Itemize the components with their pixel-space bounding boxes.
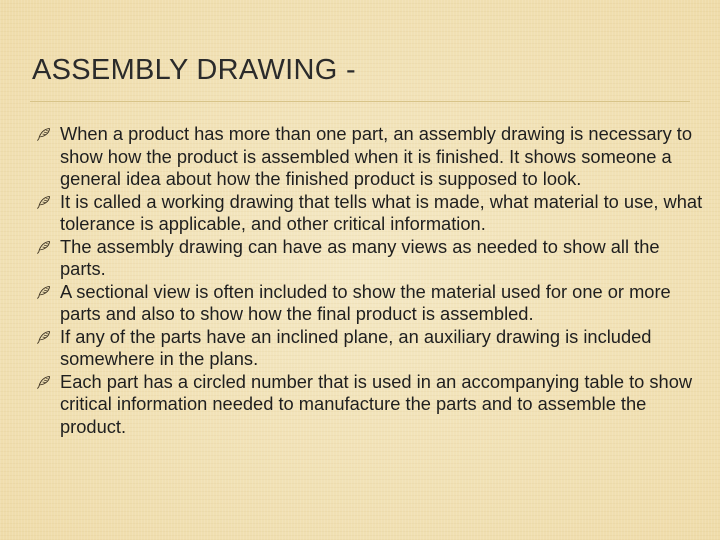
bullet-item [36, 281, 708, 326]
bullet-text: It is called a working drawing that tells what is made, what material to use, what tolerance is applicable, and other critical information. [60, 190, 703, 234]
bullet-item [36, 236, 708, 281]
feather-quill-icon [36, 240, 51, 255]
bullet-text: A sectional view is often included to show the material used for one or more parts and also to show how the final product is assembled. [60, 280, 671, 324]
bullet-item [36, 123, 708, 191]
bullet-item [36, 371, 708, 439]
feather-quill-icon [36, 330, 51, 345]
bullet-item [36, 326, 708, 371]
bullet-text: The assembly drawing can have as many views as needed to show all the parts. [60, 235, 660, 279]
feather-quill-icon [36, 375, 51, 390]
feather-quill-icon [36, 285, 51, 300]
bullet-list [36, 123, 708, 438]
bullet-text: If any of the parts have an inclined plane, an auxiliary drawing is included somewhere in the plans. [60, 325, 652, 369]
title-divider [30, 101, 690, 102]
feather-quill-icon [36, 127, 51, 142]
feather-quill-icon [36, 195, 51, 210]
bullet-text: Each part has a circled number that is used in an accompanying table to show critical information needed to manufacture the parts and to assemble the product. [60, 370, 693, 437]
slide-title: ASSEMBLY DRAWING - [32, 54, 356, 86]
bullet-text: When a product has more than one part, an assembly drawing is necessary to show how the product is assembled when it is finished. It shows someone a general idea about how the finished product is supposed to look. [60, 123, 693, 189]
bullet-item [36, 191, 708, 236]
